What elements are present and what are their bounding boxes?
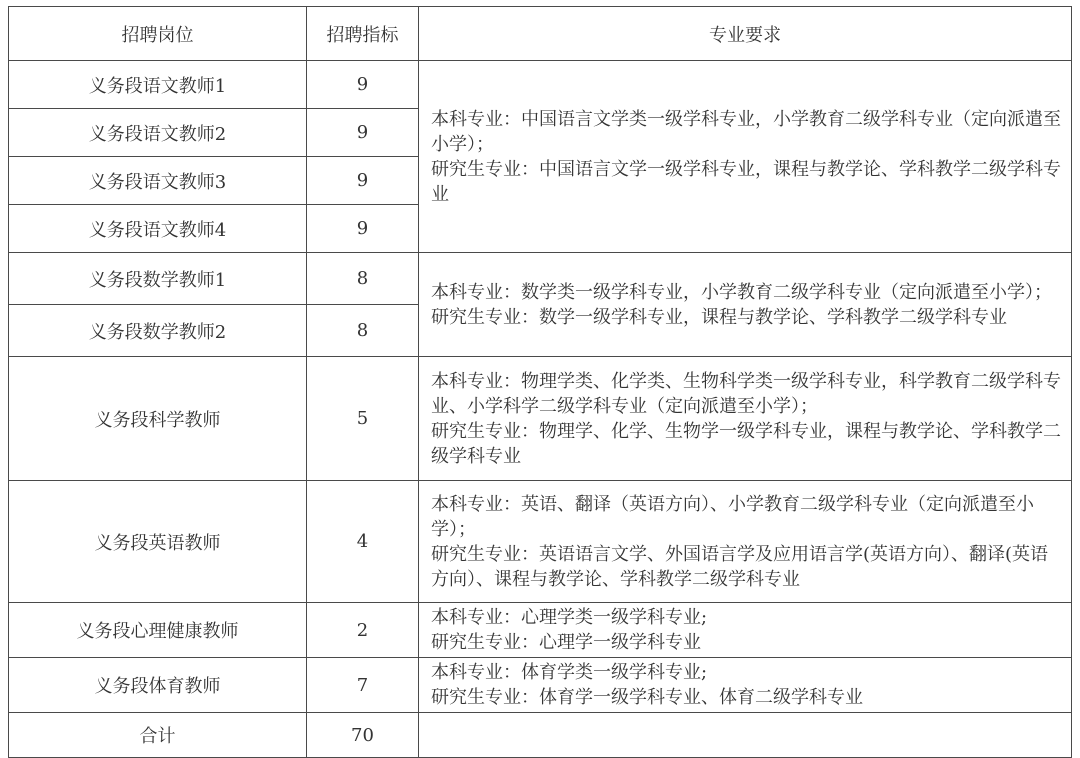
requirement-grad: 研究生专业：数学一级学科专业，课程与教学论、学科教学二级学科专业 — [431, 306, 1007, 328]
position-cell: 义务段语文教师3 — [9, 157, 307, 205]
table-row — [9, 61, 1072, 109]
header-position: 招聘岗位 — [9, 7, 307, 61]
requirement-grad: 研究生专业：体育学一级学科专业、体育二级学科专业 — [431, 687, 863, 708]
header-requirement: 专业要求 — [419, 7, 1072, 61]
requirement-cell-science — [419, 357, 1072, 481]
requirement-undergrad: 本科专业：体育学类一级学科专业; — [431, 662, 708, 683]
table-row — [9, 481, 1072, 603]
quota-cell: 7 — [307, 658, 419, 713]
requirement-undergrad: 本科专业：数学类一级学科专业，小学教育二级学科专业（定向派遣至小学）； — [431, 281, 1052, 303]
requirement-undergrad: 本科专业：物理学类、化学类、生物科学类一级学科专业，科学教育二级学科专业、小学科学二级学科专业（定向派遣至小学）； — [431, 370, 1061, 417]
position-cell: 义务段体育教师 — [9, 658, 307, 713]
position-cell: 义务段语文教师4 — [9, 205, 307, 253]
position-cell: 义务段数学教师1 — [9, 253, 307, 305]
table-row — [9, 603, 1072, 658]
quota-cell: 9 — [307, 157, 419, 205]
table-row — [9, 357, 1072, 481]
position-cell: 义务段英语教师 — [9, 481, 307, 603]
quota-cell: 9 — [307, 205, 419, 253]
quota-cell: 9 — [307, 61, 419, 109]
quota-cell: 2 — [307, 603, 419, 658]
recruitment-table — [8, 6, 1072, 758]
quota-cell: 4 — [307, 481, 419, 603]
requirement-grad: 研究生专业：物理学、化学、生物学一级学科专业，课程与教学论、学科教学二级学科专业 — [431, 420, 1061, 467]
requirement-grad: 研究生专业：英语语言文学、外国语言学及应用语言学(英语方向）、翻译(英语方向）、课程与教学论、学科教学二级学科专业 — [431, 543, 1049, 590]
total-quota: 70 — [307, 713, 419, 758]
position-cell: 义务段科学教师 — [9, 357, 307, 481]
requirement-cell-english — [419, 481, 1072, 603]
quota-cell: 9 — [307, 109, 419, 157]
quota-cell: 8 — [307, 305, 419, 357]
total-row — [9, 713, 1072, 758]
requirement-cell-math — [419, 253, 1072, 357]
position-cell: 义务段语文教师2 — [9, 109, 307, 157]
requirement-grad: 研究生专业：心理学一级学科专业 — [431, 632, 701, 653]
requirement-undergrad: 本科专业：心理学类一级学科专业; — [431, 607, 708, 628]
requirement-undergrad: 本科专业：英语、翻译（英语方向）、小学教育二级学科专业（定向派遣至小学）； — [431, 493, 1034, 540]
position-cell: 义务段心理健康教师 — [9, 603, 307, 658]
position-cell: 义务段语文教师1 — [9, 61, 307, 109]
requirement-grad: 研究生专业：中国语言文学一级学科专业，课程与教学论、学科教学二级学科专业 — [431, 158, 1061, 205]
requirement-undergrad: 本科专业：中国语言文学类一级学科专业，小学教育二级学科专业（定向派遣至小学）； — [431, 108, 1061, 155]
quota-cell: 5 — [307, 357, 419, 481]
table-row — [9, 658, 1072, 713]
table-row — [9, 253, 1072, 305]
quota-cell: 8 — [307, 253, 419, 305]
header-row — [9, 7, 1072, 61]
requirement-cell-psychology — [419, 603, 1072, 658]
requirement-cell-pe — [419, 658, 1072, 713]
requirement-cell-chinese — [419, 61, 1072, 253]
position-cell: 义务段数学教师2 — [9, 305, 307, 357]
total-label: 合计 — [9, 713, 307, 758]
header-quota: 招聘指标 — [307, 7, 419, 61]
total-requirement-empty — [419, 713, 1072, 758]
